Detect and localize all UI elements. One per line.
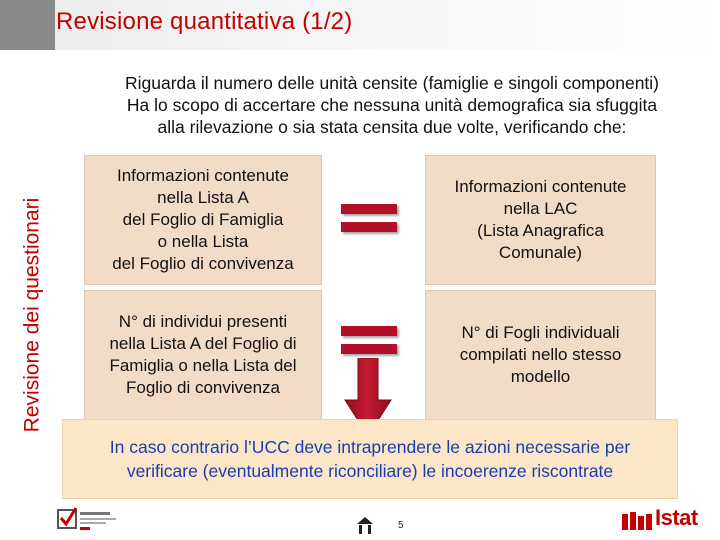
page-number: 5 [398,520,404,531]
conclusion-box [62,419,678,499]
equals-icon [341,322,397,360]
conclusion-text: In caso contrario l’UCC deve intraprendere le azioni necessarie per verificare (eventualmente riconciliare) le incoerenze riscontrate [109,437,631,481]
page-title: Revisione quantitativa (1/2) [56,8,353,35]
comparison-box-lac [425,155,656,285]
comparison-box-lista-a [84,155,322,285]
comparison-left-1-text: Informazioni contenute nella Lista A del Foglio di Famiglia o nella Lista del Foglio di convivenza [112,166,294,273]
intro-text [62,72,720,138]
intro-text-content: Riguarda il numero delle unità censite (famiglie e singoli componenti) Ha lo scopo di accertare che nessuna unità demografica sia sfuggita alla rilevazione o sia stata censita due volte, verificando che: [124,73,660,137]
sidebar-label-text: Revisione dei questionari [20,197,44,433]
header-gray-block [0,0,55,50]
comparison-box-individui [84,290,322,420]
home-nav-icon[interactable] [354,514,376,536]
comparison-right-1-text: Informazioni contenute nella LAC (Lista Anagrafica Comunale) [454,177,627,262]
sidebar-section-label [17,170,47,460]
census-logo-icon [52,502,124,538]
istat-logo-text: Istat [655,505,698,530]
comparison-left-2-text: N° di individui presenti nella Lista A del Foglio di Famiglia o nella Lista del Foglio di convivenza [109,312,297,397]
equals-icon [341,200,397,238]
comparison-right-2-text: N° di Fogli individuali compilati nello stesso modello [459,323,622,386]
comparison-box-fogli-individuali [425,290,656,420]
